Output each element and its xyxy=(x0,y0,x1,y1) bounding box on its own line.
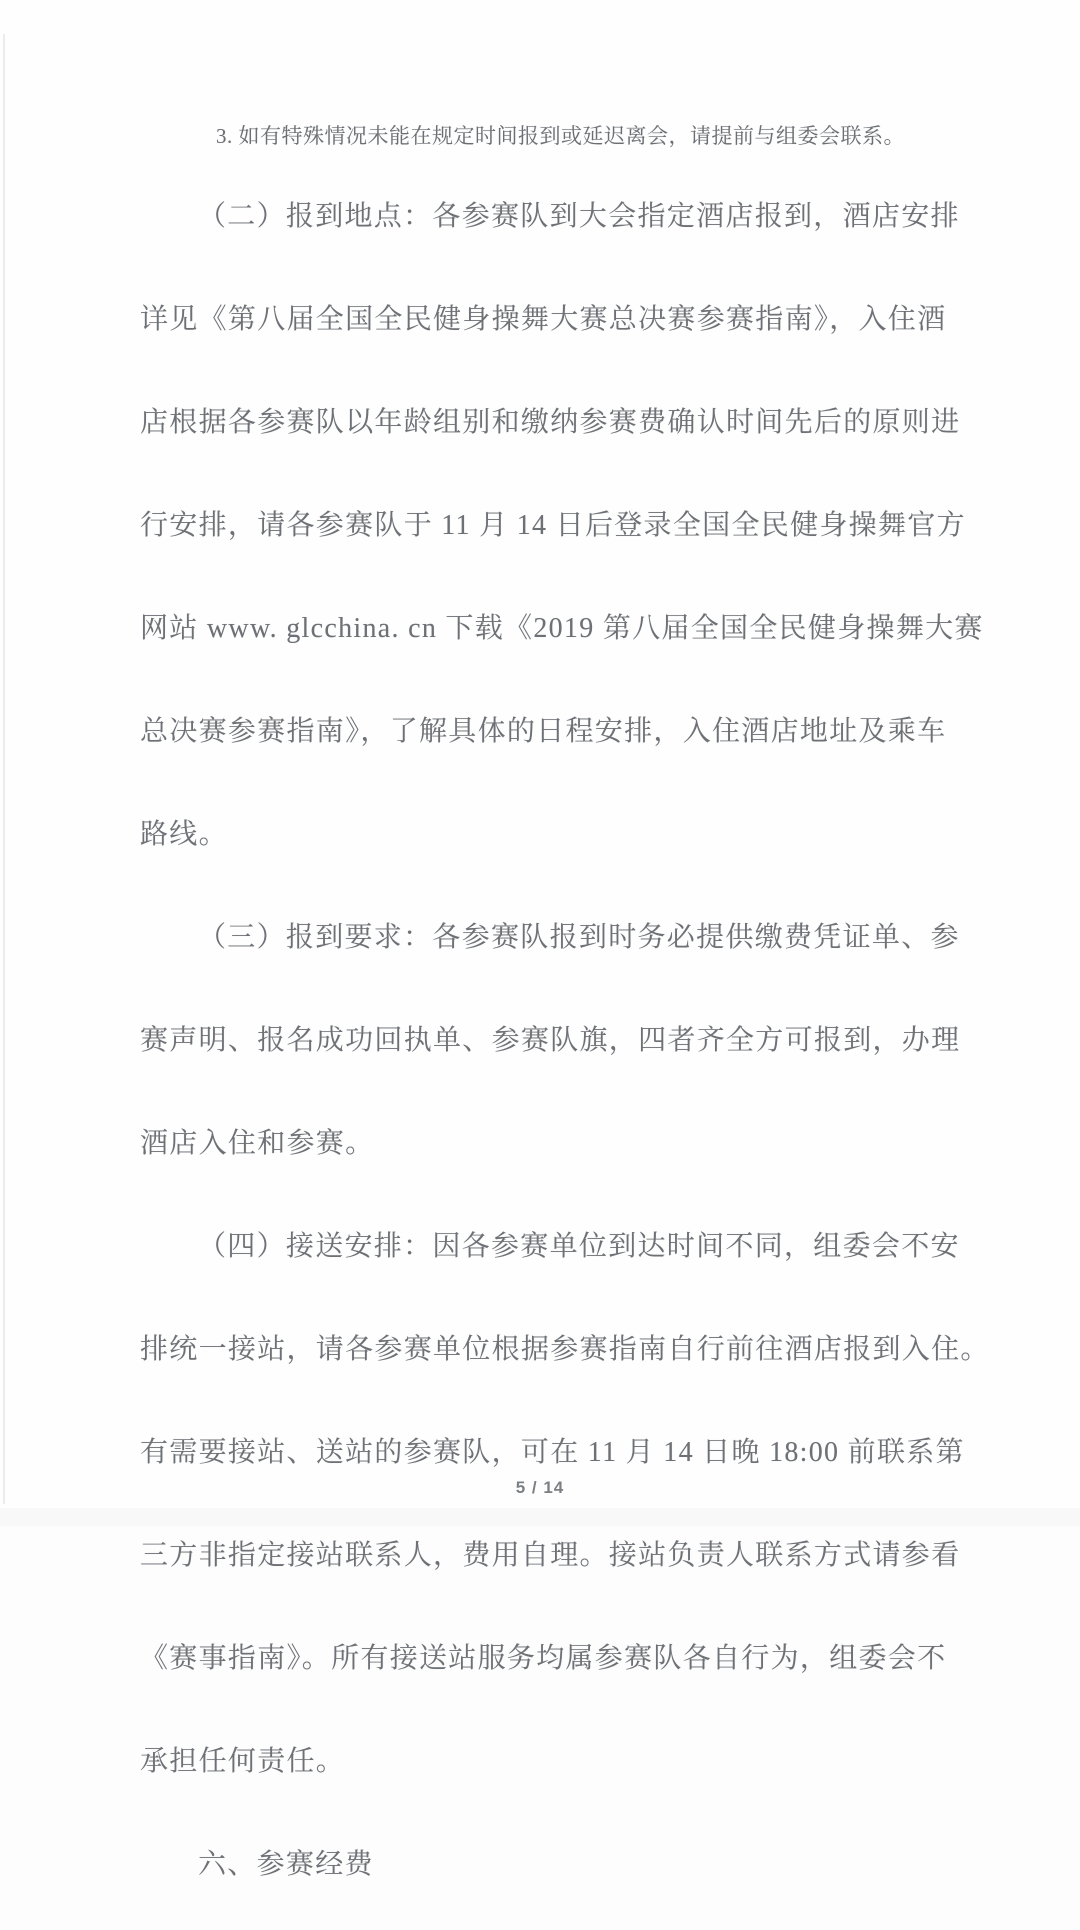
text-line: 三方非指定接站联系人，费用自理。接站负责人联系方式请参看 xyxy=(140,1540,961,1571)
page-bottom-edge xyxy=(0,1508,1080,1526)
page-number-indicator: 5 / 14 xyxy=(515,1478,565,1497)
text-line: （二）报到地点：各参赛队到大会指定酒店报到，酒店安排 xyxy=(198,201,960,232)
text-line: 六、参赛经费 xyxy=(198,1849,374,1880)
text-line: （三）报到要求：各参赛队报到时务必提供缴费凭证单、参 xyxy=(198,922,960,953)
text-line: 行安排，请各参赛队于 11 月 14 日后登录全国全民健身操舞官方 xyxy=(140,510,966,541)
text-line: 承担任何责任。 xyxy=(140,1746,346,1777)
text-line: （四）接送安排：因各参赛单位到达时间不同，组委会不安 xyxy=(198,1231,960,1262)
text-line: 有需要接站、送站的参赛队，可在 11 月 14 日晚 18:00 前联系第 xyxy=(140,1437,965,1468)
text-line: 3. 如有特殊情况未能在规定时间报到或延迟离会，请提前与组委会联系。 xyxy=(216,124,905,148)
text-line: 排统一接站，请各参赛单位根据参赛指南自行前往酒店报到入住。 xyxy=(140,1334,990,1365)
text-line: 路线。 xyxy=(140,819,228,850)
text-line: 酒店入住和参赛。 xyxy=(140,1128,375,1159)
page-edge-line xyxy=(3,34,5,1504)
text-line: 网站 www. glcchina. cn 下载《2019 第八届全国全民健身操舞大赛 xyxy=(140,613,984,644)
text-line: 店根据各参赛队以年龄组别和缴纳参赛费确认时间先后的原则进 xyxy=(140,407,961,438)
text-line: 总决赛参赛指南》，了解具体的日程安排，入住酒店地址及乘车 xyxy=(140,716,947,747)
document-body xyxy=(140,100,990,1930)
lines-container xyxy=(140,121,990,1902)
text-line: 《赛事指南》。所有接送站服务均属参赛队各自行为，组委会不 xyxy=(140,1643,947,1674)
text-line: 详见《第八届全国全民健身操舞大赛总决赛参赛指南》，入住酒 xyxy=(140,304,947,335)
text-line: 赛声明、报名成功回执单、参赛队旗，四者齐全方可报到，办理 xyxy=(140,1025,961,1056)
